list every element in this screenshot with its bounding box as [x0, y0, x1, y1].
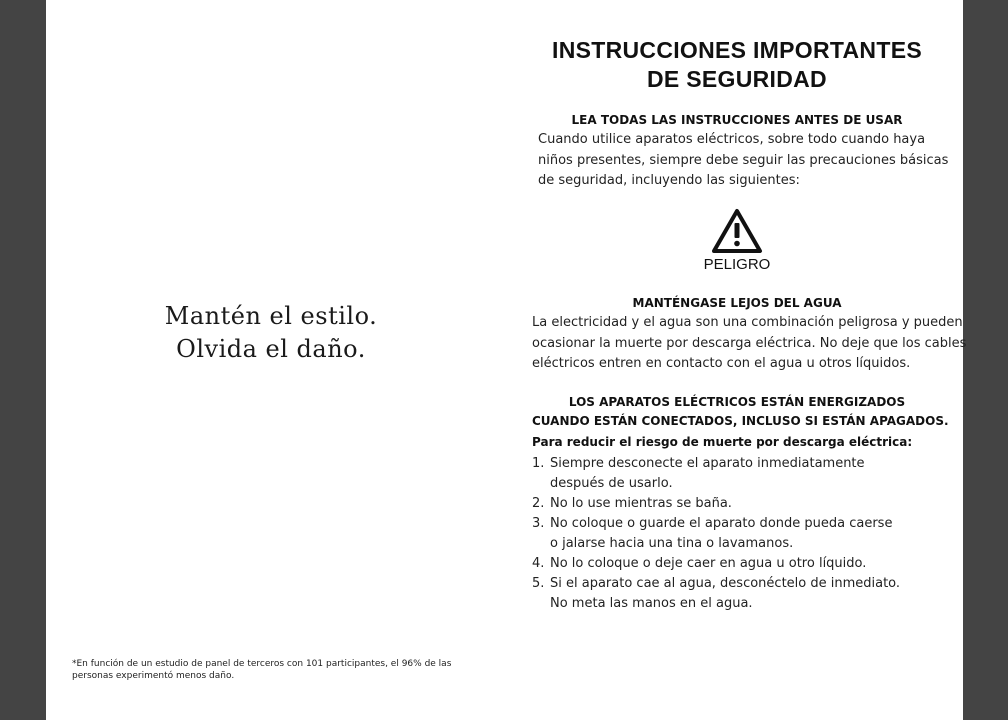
list-text: No meta las manos en el agua. [550, 596, 753, 611]
energized-line-1: LOS APARATOS ELÉCTRICOS ESTÁN ENERGIZADOS [568, 395, 906, 409]
water-paragraph [532, 313, 966, 375]
list-item [532, 514, 932, 554]
list-text: después de usarlo. [550, 476, 673, 491]
list-item [532, 574, 932, 614]
document-page [46, 0, 967, 720]
energized-heading [532, 393, 949, 431]
list-text: Siempre desconecte el aparato inmediatamente [550, 456, 865, 471]
warning-label: PELIGRO [703, 256, 771, 273]
footnote [72, 658, 492, 682]
risk-lead: Para reducir el riesgo de muerte por descarga eléctrica: [532, 435, 913, 449]
list-number: 5. [532, 576, 545, 591]
intro-line-2: niños presentes, siempre debe seguir las precauciones básicas [538, 152, 949, 168]
intro-paragraph [538, 130, 948, 192]
tagline [126, 300, 416, 366]
list-text: No lo use mientras se baña. [550, 496, 732, 511]
list-number: 1. [532, 456, 545, 471]
list-item [532, 454, 932, 494]
list-text: No coloque o guarde el aparato donde pueda caerse [550, 516, 893, 531]
footnote-line-2: personas experimentó menos daño. [72, 671, 235, 681]
list-text: Si el aparato cae al agua, desconéctelo de inmediato. [550, 576, 901, 591]
list-number: 2. [532, 496, 545, 511]
read-heading: LEA TODAS LAS INSTRUCCIONES ANTES DE USAR [571, 113, 903, 127]
footnote-line-1: *En función de un estudio de panel de terceros con 101 participantes, el 96% de las [72, 659, 452, 669]
energized-line-2: CUANDO ESTÁN CONECTADOS, INCLUSO SI ESTÁN APAGADOS. [532, 414, 949, 428]
warning-triangle-icon [711, 208, 763, 254]
list-number: 3. [532, 516, 545, 531]
tagline-line-1: Mantén el estilo. [164, 302, 378, 330]
water-heading: MANTÉNGASE LEJOS DEL AGUA [632, 296, 842, 310]
water-line-3: eléctricos entren en contacto con el agua u otros líquidos. [532, 356, 911, 371]
page-title [532, 36, 942, 94]
safety-list [532, 454, 932, 614]
water-line-2: ocasionar la muerte por descarga eléctrica. No deje que los cables [532, 335, 967, 351]
list-text: No lo coloque o deje caer en agua u otro líquido. [550, 556, 867, 571]
title-line-1: INSTRUCCIONES IMPORTANTES [552, 37, 922, 63]
list-number: 4. [532, 556, 545, 571]
tagline-line-2: Olvida el daño. [176, 335, 366, 363]
warning-block [697, 208, 777, 273]
title-line-2: DE SEGURIDAD [647, 66, 827, 92]
list-item [532, 554, 932, 574]
list-text: o jalarse hacia una tina o lavamanos. [550, 536, 794, 551]
intro-line-3: de seguridad, incluyendo las siguientes: [538, 173, 800, 188]
intro-line-1: Cuando utilice aparatos eléctricos, sobre todo cuando haya [538, 132, 926, 147]
list-item [532, 494, 932, 514]
water-line-1: La electricidad y el agua son una combinación peligrosa y pueden [532, 315, 963, 330]
